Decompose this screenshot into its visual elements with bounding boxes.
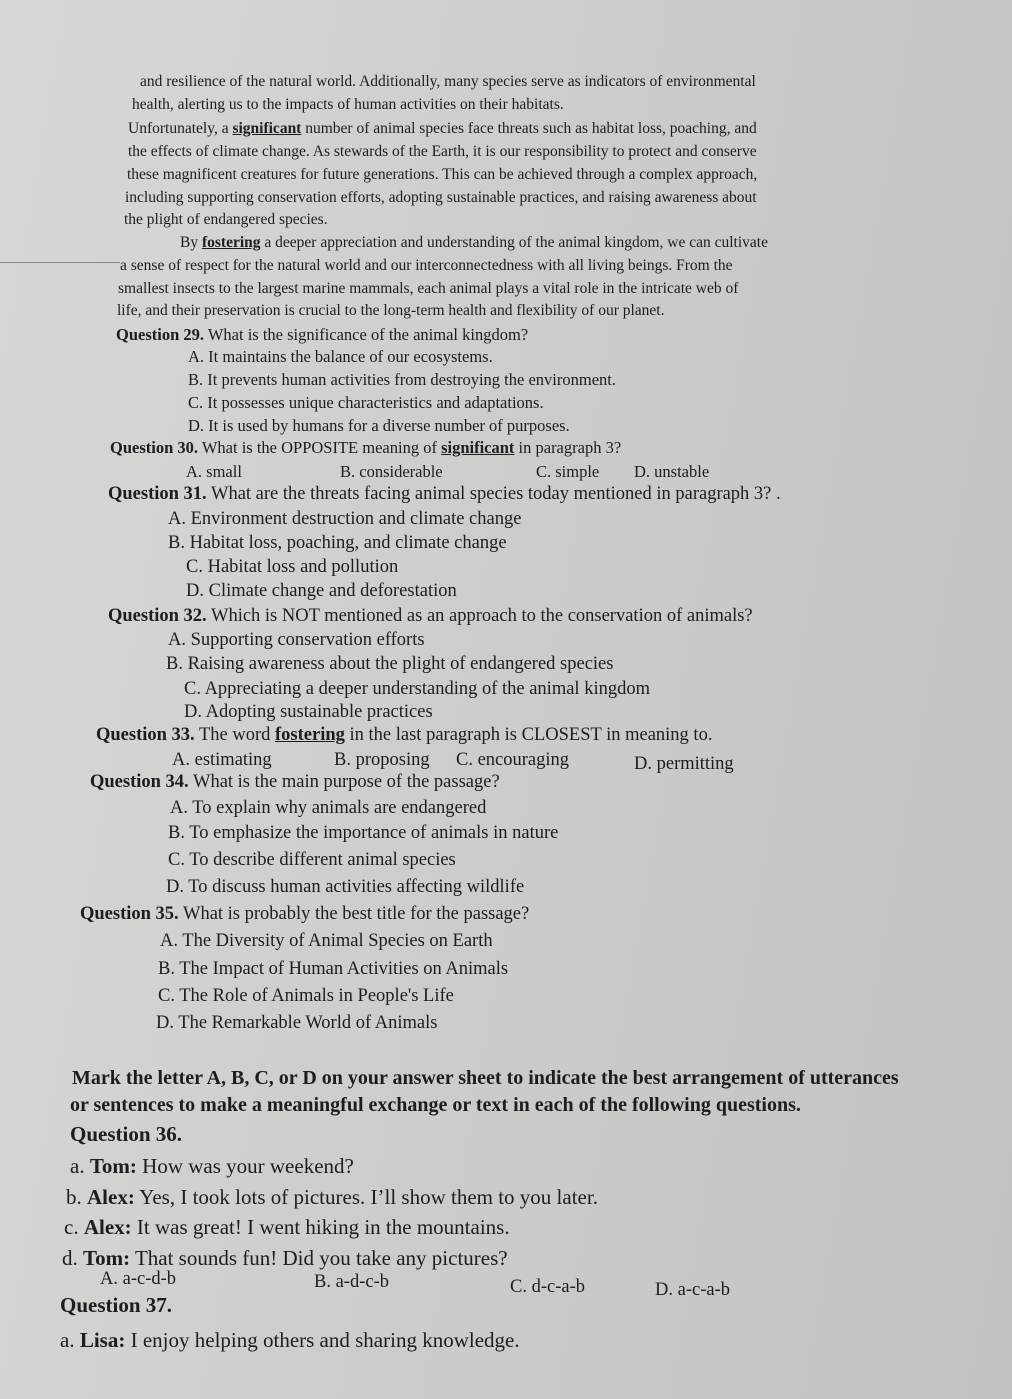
passage-line: a sense of respect for the natural world and our interconnectedness with all living beings. From the [120,257,733,274]
question-34: Question 34. What is the main purpose of the passage? [90,772,500,792]
q33-option-a: A. estimating [172,750,272,770]
q32-option-a: A. Supporting conservation efforts [168,630,425,650]
q36-option-c: C. d-c-a-b [510,1277,585,1297]
q30-option-a: A. small [186,462,242,481]
underlined-significant: significant [232,120,302,137]
question-32: Question 32. Which is NOT mentioned as an approach to the conservation of animals? [108,606,753,626]
q32-option-d: D. Adopting sustainable practices [184,702,433,722]
q36-option-d: D. a-c-a-b [655,1280,730,1300]
q30-option-c: C. simple [536,462,600,481]
q33-option-d: D. permitting [634,754,734,774]
q32-option-c: C. Appreciating a deeper understanding of the animal kingdom [184,679,650,699]
question-36: Question 36. [70,1122,183,1146]
q34-option-a: A. To explain why animals are endangered [170,798,487,818]
question-35: Question 35. What is probably the best title for the passage? [80,904,530,924]
passage-line: By fostering a deeper appreciation and understanding of the animal kingdom, we can cultivate [180,234,768,251]
instruction-line: Mark the letter A, B, C, or D on your answer sheet to indicate the best arrangement of utterances [72,1067,899,1089]
question-30: Question 30. What is the OPPOSITE meaning of significant in paragraph 3? [110,438,622,457]
q36-option-a: A. a-c-d-b [100,1269,177,1289]
q35-option-c: C. The Role of Animals in People's Life [158,986,454,1006]
passage-line: including supporting conservation efforts, adopting sustainable practices, and raising awareness about [125,189,757,206]
dialogue-line-b: b. Alex: Yes, I took lots of pictures. I’ll show them to you later. [66,1185,598,1209]
q34-option-c: C. To describe different animal species [168,850,456,870]
passage-line: life, and their preservation is crucial to the long-term health and flexibility of our planet. [117,302,665,319]
q32-option-b: B. Raising awareness about the plight of endangered species [166,654,614,674]
q33-option-b: B. proposing [334,750,430,770]
q29-option-d: D. It is used by humans for a diverse number of purposes. [188,416,570,435]
q35-option-a: A. The Diversity of Animal Species on Earth [160,931,493,951]
q29-option-c: C. It possesses unique characteristics and adaptations. [188,393,544,412]
q34-option-d: D. To discuss human activities affecting wildlife [166,877,525,897]
passage-line: smallest insects to the largest marine mammals, each animal plays a vital role in the intricate web of [118,280,739,297]
q35-option-b: B. The Impact of Human Activities on Animals [158,959,509,979]
passage-line: the plight of endangered species. [124,211,328,228]
passage-line: these magnificent creatures for future generations. This can be achieved through a complex approach, [127,166,758,183]
dialogue-line-c: c. Alex: It was great! I went hiking in the mountains. [64,1215,510,1239]
q31-option-c: C. Habitat loss and pollution [186,557,399,577]
passage-line: health, alerting us to the impacts of human activities on their habitats. [132,96,564,113]
passage-line: Unfortunately, a significant number of animal species face threats such as habitat loss, poaching, and [128,120,757,137]
q30-option-b: B. considerable [340,462,443,481]
q35-option-d: D. The Remarkable World of Animals [156,1013,438,1033]
q31-option-b: B. Habitat loss, poaching, and climate change [168,533,507,553]
dialogue-line-a: a. Tom: How was your weekend? [70,1154,354,1178]
q34-option-b: B. To emphasize the importance of animals in nature [168,823,559,843]
question-33: Question 33. The word fostering in the last paragraph is CLOSEST in meaning to. [96,725,713,745]
q33-option-c: C. encouraging [456,750,570,770]
q29-option-b: B. It prevents human activities from destroying the environment. [188,370,616,389]
q29-option-a: A. It maintains the balance of our ecosystems. [188,347,493,366]
question-29: Question 29. What is the significance of the animal kingdom? [116,325,529,344]
q31-option-a: A. Environment destruction and climate change [168,509,522,529]
q30-option-d: D. unstable [634,462,710,481]
question-31: Question 31. What are the threats facing animal species today mentioned in paragraph 3? . [108,484,781,504]
passage-line: the effects of climate change. As stewards of the Earth, it is our responsibility to protect and conserve [128,143,757,160]
underlined-fostering: fostering [201,234,261,251]
q36-option-b: B. a-d-c-b [314,1272,389,1292]
question-37: Question 37. [60,1293,173,1317]
dialogue-line-d: d. Tom: That sounds fun! Did you take any pictures? [62,1246,508,1270]
passage-line: and resilience of the natural world. Additionally, many species serve as indicators of environmental [140,73,756,90]
instruction-line: or sentences to make a meaningful exchange or text in each of the following questions. [70,1094,801,1116]
dialogue-line-a: a. Lisa: I enjoy helping others and sharing knowledge. [60,1328,520,1352]
q31-option-d: D. Climate change and deforestation [186,581,457,601]
